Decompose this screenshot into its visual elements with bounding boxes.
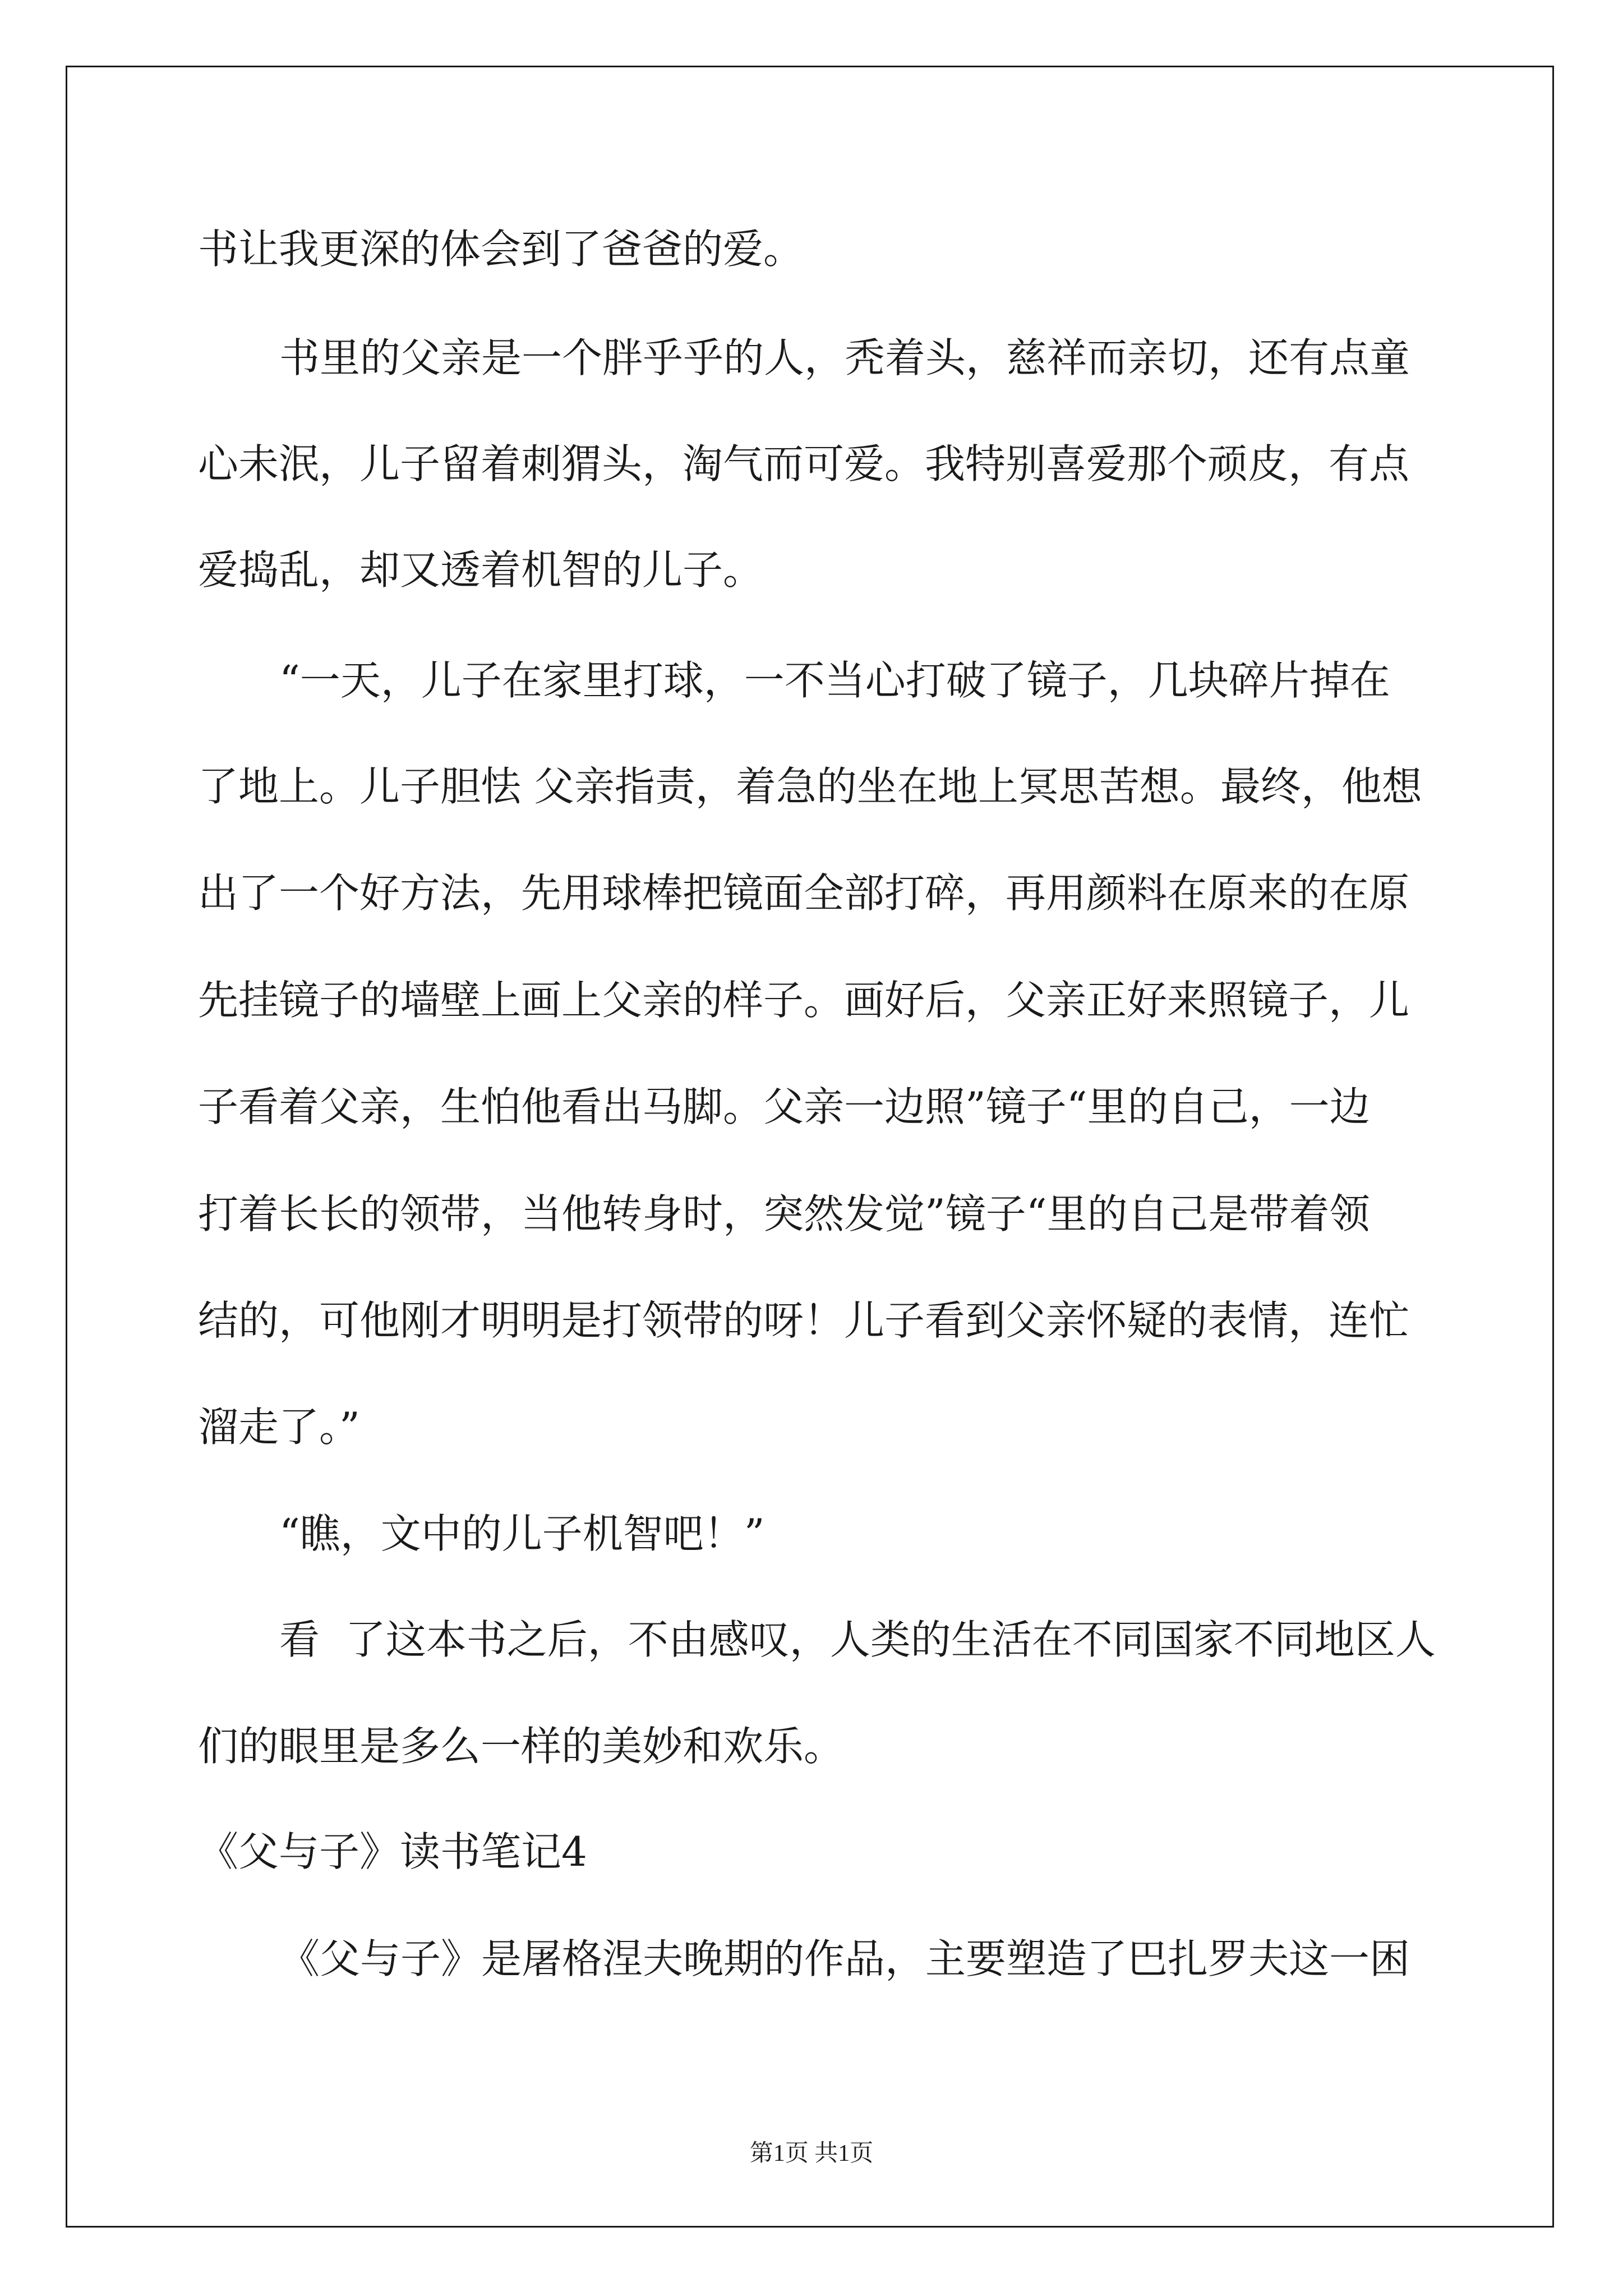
text-line: 先挂镜子的墙壁上画上父亲的样子。画好后，父亲正好来照镜子，儿 [198,977,1410,1024]
text-line: 《父与子》是屠格涅夫晚期的作品，主要塑造了巴扎罗夫这一困 [279,1935,1410,1982]
text-line: 打着长长的领带，当他转身时，突然发觉”镜子“里的自己是带着领 [198,1190,1370,1237]
text-line: 溜走了。” [198,1404,360,1451]
text-line: 书让我更深的体会到了爸爸的爱。 [198,226,804,273]
text-line: 爱捣乱，却又透着机智的儿子。 [198,546,764,593]
section-heading: 《父与子》读书笔记4 [198,1828,587,1875]
page-border [66,66,1554,2228]
text-line: 子看着父亲，生怕他看出马脚。父亲一边照”镜子“里的自己，一边 [198,1083,1370,1130]
text-line: 结的，可他刚才明明是打领带的呀！儿子看到父亲怀疑的表情，连忙 [198,1297,1410,1344]
page-footer: 第1页 共1页 [749,2141,874,2166]
text-line: “瞧，文中的儿子机智吧！” [279,1510,765,1557]
text-line: “一天，儿子在家里打球，一不当心打破了镜子，几块碎片掉在 [279,657,1390,704]
text-line: 出了一个好方法，先用球棒把镜面全部打碎，再用颜料在原来的在原 [198,869,1410,917]
text-line: 心未泯，儿子留着刺猬头，淘气而可爱。我特别喜爱那个顽皮，有点 [198,440,1410,487]
text-line: 书里的父亲是一个胖乎乎的人，秃着头，慈祥而亲切，还有点童 [279,334,1410,381]
text-line: 们的眼里是多么一样的美妙和欢乐。 [198,1723,845,1770]
text-line: 了地上。儿子胆怯 父亲指责，着急的坐在地上冥思苦想。最终，他想 [198,763,1422,810]
text-line: 看 了这本书之后，不由感叹，人类的生活在不同国家不同地区人 [279,1616,1436,1663]
